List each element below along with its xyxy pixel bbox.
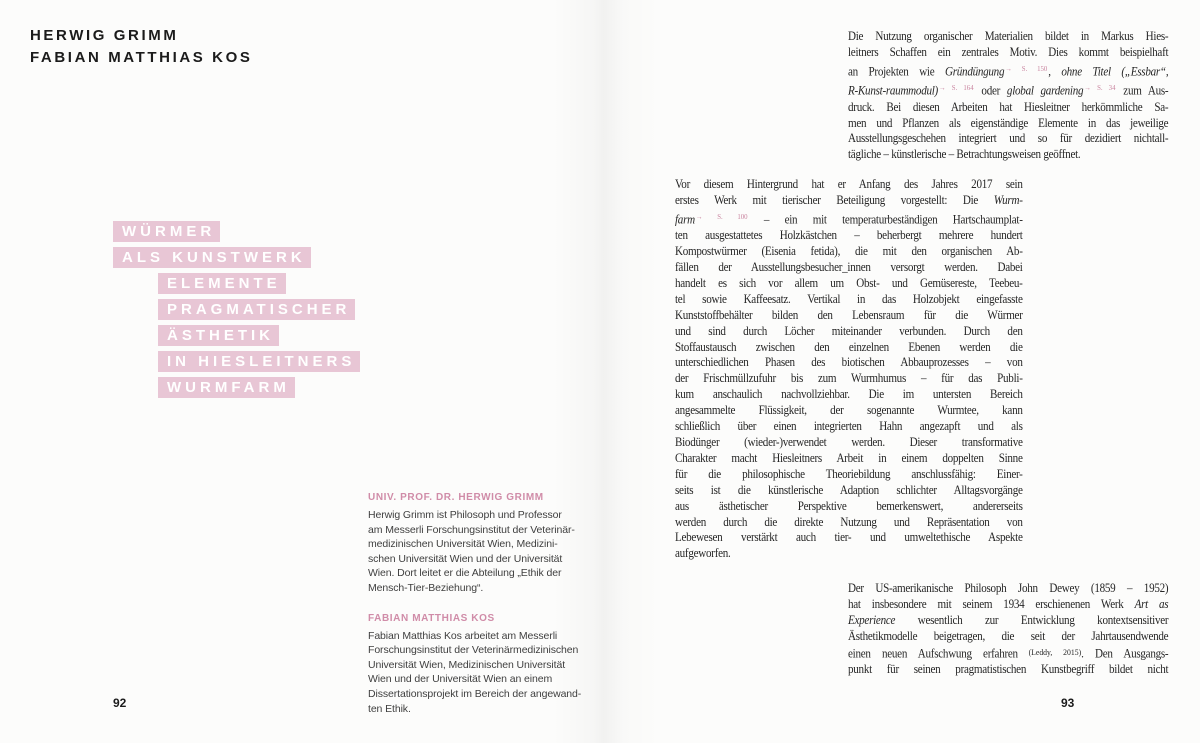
italic-text: global gardening	[1006, 83, 1084, 98]
text-line: punkt für seinen pragmatistischen Kunstbegriff bildet nicht	[848, 662, 1169, 677]
text-line: handelt es sich vor allem um Obst- und Gemüsereste, Teebeu-	[675, 275, 1023, 290]
text-run: . Den Ausgangs-	[1081, 646, 1169, 661]
text-line: druck. Bei diesen Arbeiten hat Hiesleitner herkömmliche Sa-	[848, 99, 1169, 114]
text-line: leitners Schaffen ein zentrales Motiv. Dies kommt beispielhaft	[848, 44, 1169, 59]
text-line: unterschiedlichen Phasen des biotischen Abbauprozesses – von	[675, 355, 1023, 370]
paragraph-2	[675, 177, 1023, 562]
text-run: zum Aus-	[1116, 83, 1169, 98]
text-line: Vor diesem Hintergrund hat er Anfang des Jahres 2017 sein	[675, 177, 1023, 191]
page-number-right: 93	[1061, 696, 1075, 710]
text-line: Ästhetikmodelle beigetragen, die seit der Jahrtausendwende	[848, 628, 1169, 643]
text-line: werden durch die direkte Nutzung und Repräsentation von	[675, 514, 1023, 529]
text-run: wesentlich zur Entwicklung kontextsensitiver	[895, 612, 1169, 627]
italic-text: Experience	[848, 612, 896, 627]
text-line: Kunststoffbehälter bilden den Lebensraum für die Würmer	[675, 307, 1023, 322]
text-run: – ein mit temperaturbeständigen Hartschaumplat-	[748, 212, 1023, 227]
title-bar-row	[158, 351, 360, 372]
title-bar-row	[113, 247, 360, 268]
italic-text: Art as	[1134, 596, 1169, 611]
text-line: schließlich über einen integrierten Hahn angezapft und als	[675, 419, 1023, 434]
text-line: und sind durch Löcher miteinander verbunden. Durch den	[675, 323, 1023, 338]
text-line	[848, 613, 1168, 629]
title-bar: IN HIESLEITNERS	[158, 351, 360, 372]
title-bar-row	[158, 299, 360, 320]
text-line: Universität Wien, Medizinischen Universität	[368, 658, 566, 671]
text-line: Stoffaustausch zwischen den einzelnen Ebenen werden die	[675, 339, 1023, 354]
text-line: schen Universität Wien und der Universität	[368, 552, 563, 565]
author-name-1: HERWIG GRIMM	[30, 27, 179, 44]
title-bar-row	[158, 273, 360, 294]
bio-fabian-matthias-kos	[368, 612, 588, 717]
italic-text: farm	[675, 212, 695, 227]
italic-text: R-Kunst-raummodul)	[848, 83, 938, 98]
text-run: ,	[1048, 64, 1062, 79]
text-line: Der US-amerikanische Philosoph John Dewey (1859 – 1952)	[848, 581, 1169, 595]
bio-herwig-grimm	[368, 491, 588, 596]
text-line	[848, 80, 1168, 99]
title-bar: WÜRMER	[113, 221, 220, 242]
text-line: für die philosophische Theoriebildung anschlussfähig: Einer-	[675, 466, 1023, 481]
text-line: Fabian Matthias Kos arbeitet am Messerli	[368, 629, 558, 642]
title-bar-row	[113, 221, 360, 242]
text-line: medizinischen Universität Wien, Medizini-	[368, 538, 558, 551]
text-run: einen neuen Aufschwung erfahren	[848, 646, 1018, 661]
text-line: Lebewesen verstärkt auch tier- und umweltethische Aspekte	[675, 530, 1023, 545]
text-run: an Projekten wie	[848, 64, 946, 79]
italic-text: Wurm-	[993, 192, 1023, 207]
paragraph-1	[848, 29, 1168, 163]
title-bar: ÄSTHETIK	[158, 325, 279, 346]
text-line: men und Pflanzen als eigenständige Elemente in das jeweilige	[848, 115, 1169, 130]
text-line: aus ästhetischer Perspektive bemerkenswert, andererseits	[675, 498, 1023, 513]
bio-heading: UNIV. PROF. DR. HERWIG GRIMM	[368, 492, 544, 503]
text-line: Dissertationsprojekt im Bereich der angewand-	[368, 687, 582, 700]
text-line: Kompostwürmer (Eisenia fetida), die mit den organischen Ab-	[675, 244, 1023, 259]
bio-text	[368, 508, 588, 596]
text-line: seits ist die künstlerische Adaption schlichter Alltagsvorgänge	[675, 482, 1023, 497]
text-line: Mensch-Tier-Beziehung“.	[368, 581, 484, 594]
text-line: kum anschaulich nachvollziehbar. Die im untersten Bereich	[675, 387, 1023, 402]
bio-text	[368, 629, 588, 717]
author-names	[30, 25, 252, 69]
italic-text: ohne Titel („Essbar“,	[1061, 64, 1169, 79]
text-run: erstes Werk mit tierischer Beteiligung vorgestellt: Die	[675, 192, 994, 207]
page-reference: → S. 34	[1084, 83, 1116, 93]
text-run: oder	[974, 83, 1007, 98]
title-bar: ELEMENTE	[158, 273, 286, 294]
bio-heading: FABIAN MATTHIAS KOS	[368, 612, 495, 624]
title-bar: WURMFARM	[158, 377, 295, 398]
text-line: tägliche – künstlerische – Betrachtungsweisen geöffnet.	[848, 147, 1081, 162]
title-bar-row	[158, 377, 360, 398]
page-reference: → S. 100	[695, 211, 748, 221]
text-line: aufgeworfen.	[675, 546, 731, 561]
text-line: angesammelte Flüssigkeit, der sogenannte Wurmtee, kann	[675, 403, 1023, 418]
text-line	[675, 193, 1023, 209]
text-line: ten ausgestattetes Holzkästchen – beherbergt mehrere hundert	[675, 228, 1023, 243]
text-line: ten Ethik.	[368, 702, 411, 715]
text-line: Ausstellungsgeschehen integriert und so für dezidiert nichtall-	[848, 131, 1169, 146]
text-line: Wien. Dort leitet er die Abteilung „Ethik der	[368, 567, 562, 580]
page-reference: → S. 150	[1005, 63, 1048, 73]
text-line: Forschungsinstitut der Veterinärmedizinischen	[368, 644, 579, 657]
text-run: hat insbesondere mit seinem 1934 erschienenen Werk	[848, 596, 1135, 611]
text-line: Charakter macht Hiesleitners Arbeit in einem doppelten Sinne	[675, 450, 1023, 465]
author-bios	[368, 491, 588, 732]
text-line: am Messerli Forschungsinstitut der Veterinär-	[368, 523, 575, 536]
text-line	[848, 61, 1168, 80]
title-bar-row	[158, 325, 360, 346]
title-bar: ALS KUNSTWERK	[113, 247, 311, 268]
paragraph-3	[848, 581, 1168, 678]
text-line: Wien und der Universität Wien an einem	[368, 673, 553, 686]
page-number-left: 92	[113, 696, 127, 710]
citation: (Leddy, 2015)	[1017, 646, 1082, 657]
text-line: Biodünger (wieder-)verwendet werden. Dieser transformative	[675, 435, 1023, 449]
text-line	[675, 209, 1023, 228]
author-name-2: FABIAN MATTHIAS KOS	[30, 49, 253, 66]
text-line: Die Nutzung organischer Materialien bildet in Markus Hies-	[848, 29, 1169, 43]
chapter-title-block	[113, 221, 360, 403]
page-reference: → S. 164	[938, 83, 974, 93]
text-line: der Frischmüllzufuhr bis zum Wurmhumus – für das Publi-	[675, 371, 1023, 386]
text-line: fällen der Ausstellungsbesucher_innen versorgt werden. Dabei	[675, 260, 1023, 275]
italic-text: Gründüngung	[945, 64, 1005, 79]
text-line	[848, 645, 1168, 662]
text-line: Herwig Grimm ist Philosoph und Professor	[368, 509, 562, 521]
title-bar: PRAGMATISCHER	[158, 299, 355, 320]
text-line: tel sowie Kaffeesatz. Vertikal in das Holzobjekt eingefasste	[675, 291, 1023, 306]
text-line	[848, 597, 1168, 613]
